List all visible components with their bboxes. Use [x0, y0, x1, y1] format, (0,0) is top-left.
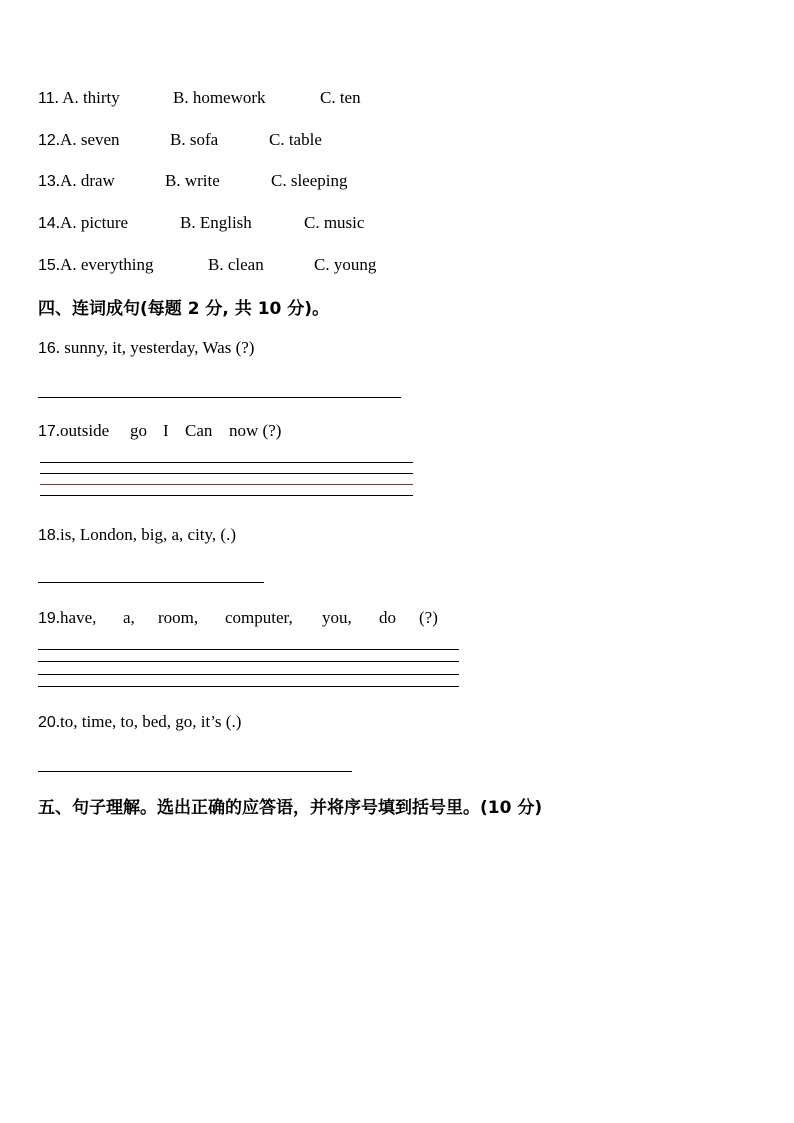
question-17	[38, 421, 282, 442]
question-15	[38, 255, 377, 276]
question-12	[38, 130, 322, 151]
word: do	[379, 608, 396, 627]
option-a: A. everything	[60, 255, 154, 274]
option-c: C. table	[269, 130, 322, 149]
question-11	[38, 88, 361, 109]
question-number: 18	[38, 527, 56, 544]
question-number: 15	[38, 257, 56, 274]
question-separator: .	[55, 130, 61, 149]
section-4-heading: 四、连词成句(每题 2 分, 共 10 分)。	[38, 299, 330, 319]
answer-line[interactable]	[38, 582, 264, 583]
word: .have,	[55, 608, 97, 627]
word: now (?)	[229, 421, 282, 440]
option-c: C. music	[304, 213, 365, 232]
option-b: B. clean	[208, 255, 264, 274]
option-a: A. seven	[60, 130, 120, 149]
question-number: 14	[38, 215, 56, 232]
word: Can	[185, 421, 213, 440]
answer-line[interactable]	[38, 686, 459, 687]
question-16	[38, 338, 254, 359]
question-number: 20	[38, 714, 56, 731]
question-13	[38, 171, 348, 192]
answer-line[interactable]	[40, 462, 413, 463]
answer-line[interactable]	[38, 397, 401, 398]
word: (?)	[419, 608, 438, 627]
question-text: .to, time, to, bed, go, it’s (.)	[55, 712, 242, 731]
option-a: A. thirty	[62, 88, 120, 107]
question-number: 13	[38, 173, 56, 190]
question-text: .is, London, big, a, city, (.)	[55, 525, 236, 544]
question-separator: .	[55, 213, 61, 232]
word: room,	[158, 608, 199, 627]
option-b: B. write	[165, 171, 220, 190]
question-number: 16	[38, 340, 56, 357]
question-number: 19	[38, 610, 56, 627]
option-b: B. homework	[173, 88, 266, 107]
question-20	[38, 712, 241, 733]
option-c: C. sleeping	[271, 171, 348, 190]
answer-line[interactable]	[38, 674, 459, 675]
word: you,	[322, 608, 352, 627]
answer-line[interactable]	[40, 473, 413, 474]
option-c: C. young	[314, 255, 377, 274]
option-b: B. English	[180, 213, 252, 232]
answer-line[interactable]	[38, 649, 459, 650]
answer-line[interactable]	[38, 661, 459, 662]
word: I	[163, 421, 169, 440]
option-a: A. picture	[60, 213, 129, 232]
word: go	[130, 421, 147, 440]
question-separator: .	[55, 171, 61, 190]
question-number: 12	[38, 132, 56, 149]
question-14	[38, 213, 365, 234]
question-number: 17	[38, 423, 56, 440]
word: computer,	[225, 608, 293, 627]
answer-line[interactable]	[40, 484, 413, 485]
word: a,	[123, 608, 135, 627]
word: .outside	[55, 421, 110, 440]
option-b: B. sofa	[170, 130, 219, 149]
answer-line[interactable]	[38, 771, 352, 772]
question-18	[38, 525, 236, 546]
answer-line[interactable]	[40, 495, 413, 496]
section-5-heading: 五、句子理解。选出正确的应答语，并将序号填到括号里。(10 分)	[38, 798, 543, 818]
question-separator: .	[54, 88, 63, 107]
option-a: A. draw	[60, 171, 115, 190]
question-19	[38, 608, 438, 629]
option-c: C. ten	[320, 88, 361, 107]
question-separator: .	[55, 255, 61, 274]
question-number: 11	[38, 90, 55, 107]
question-text: . sunny, it, yesterday, Was (?)	[55, 338, 255, 357]
